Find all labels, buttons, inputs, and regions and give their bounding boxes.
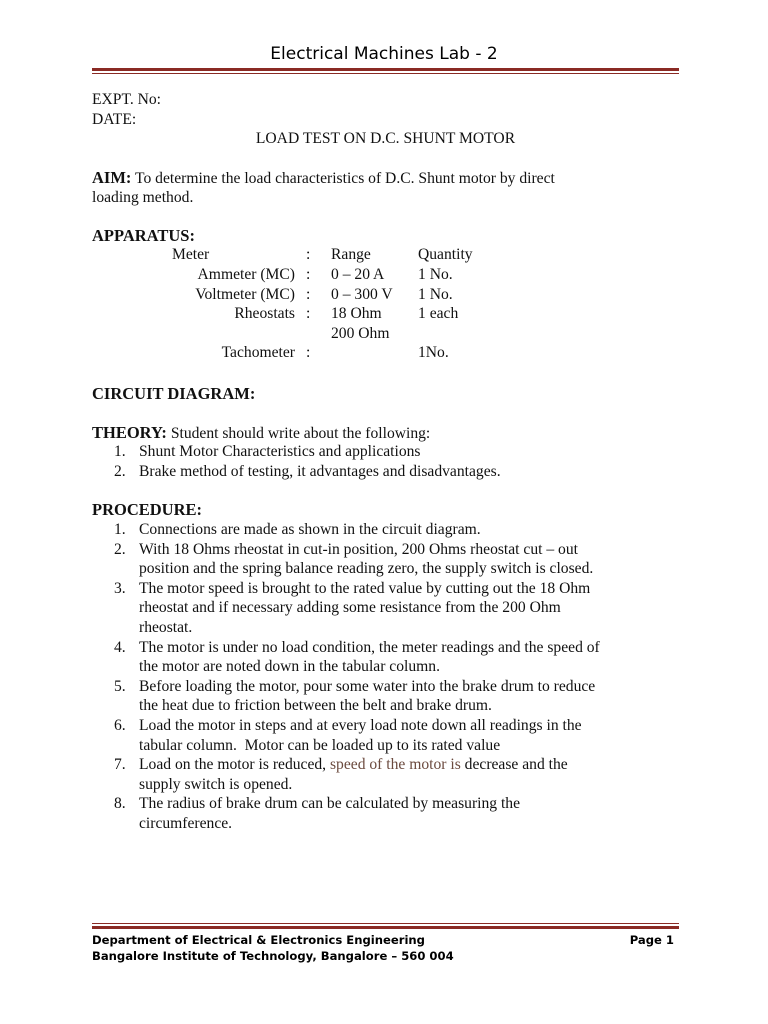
apparatus-col-quantity: Quantity (418, 246, 473, 263)
list-item-number: 7. (114, 756, 126, 774)
list-item-line: Load the motor in steps and at every load note down all readings in the (139, 716, 582, 734)
aim-heading: AIM: (92, 168, 132, 187)
list-item-number: 8. (114, 795, 126, 813)
list-item-line: supply switch is opened. (139, 775, 293, 793)
aim-text-line2: loading method. (92, 189, 194, 206)
list-item-line: rheostat and if necessary adding some resistance from the 200 Ohm (139, 599, 561, 617)
apparatus-row (0, 305, 768, 325)
list-item-number: 3. (114, 579, 126, 597)
apparatus-quantity: 1 each (418, 305, 459, 322)
list-item-number: 2. (114, 540, 126, 558)
list-item-line: position and the spring balance reading zero, the supply switch is closed. (139, 560, 594, 578)
list-item-line: tabular column. Motor can be loaded up to its rated value (139, 736, 501, 754)
apparatus-meter: Voltmeter (MC) (195, 286, 295, 303)
list-item-line: The motor speed is brought to the rated value by cutting out the 18 Ohm (139, 579, 591, 597)
list-item (114, 794, 694, 833)
circuit-diagram-heading: CIRCUIT DIAGRAM: (92, 384, 256, 403)
expt-no-label: EXPT. No: (92, 91, 162, 108)
footer-page-number: Page 1 (629, 933, 674, 947)
list-item: 1. Shunt Motor Characteristics and applications (114, 443, 421, 460)
theory-paragraph (92, 423, 430, 444)
apparatus-meter: Ammeter (MC) (197, 266, 295, 283)
apparatus-range: 0 – 300 V (331, 286, 393, 303)
footer-department: Department of Electrical & Electronics Engineering (92, 933, 425, 947)
list-item (114, 716, 694, 755)
apparatus-range: 0 – 20 A (331, 266, 385, 283)
apparatus-table (0, 246, 768, 366)
aim-paragraph (92, 168, 555, 189)
list-item-line: The radius of brake drum can be calculated by measuring the (139, 795, 521, 813)
list-item-text: decrease and the (460, 756, 568, 774)
apparatus-range: 200 Ohm (331, 325, 390, 342)
list-item-text: Load on the motor is reduced, (139, 756, 330, 774)
list-item-line: the heat due to friction between the belt and brake drum. (139, 697, 492, 715)
procedure-list (114, 520, 694, 834)
list-item-line: circumference. (139, 814, 233, 832)
apparatus-sep: : (306, 344, 311, 361)
theory-heading: THEORY: (92, 423, 167, 442)
apparatus-header-row (0, 246, 768, 266)
apparatus-sep: : (306, 286, 311, 303)
apparatus-row (0, 325, 768, 345)
list-item (114, 540, 694, 579)
list-item-line: the motor are noted down in the tabular column. (139, 658, 440, 676)
list-item-line: Before loading the motor, pour some water into the brake drum to reduce (139, 677, 596, 695)
apparatus-sep: : (306, 305, 311, 322)
header-title: Electrical Machines Lab - 2 (270, 44, 498, 64)
footer-institute: Bangalore Institute of Technology, Bangalore – 560 004 (92, 949, 454, 963)
date-label: DATE: (92, 111, 137, 128)
apparatus-meter: Tachometer (221, 344, 295, 361)
theory-intro: Student should write about the following: (166, 425, 431, 442)
apparatus-range: 18 Ohm (331, 305, 382, 322)
apparatus-sep: : (306, 266, 311, 283)
apparatus-col-sep: : (306, 246, 311, 263)
theory-list (114, 442, 694, 481)
list-item-line: With 18 Ohms rheostat in cut-in position, 200 Ohms rheostat cut – out (139, 540, 578, 558)
apparatus-quantity: 1No. (418, 344, 449, 361)
list-item-line: Connections are made as shown in the circuit diagram. (139, 521, 481, 538)
procedure-heading: PROCEDURE: (92, 500, 202, 519)
list-item-line (139, 755, 694, 775)
list-item-number: 5. (114, 677, 126, 695)
apparatus-meter: Rheostats (234, 305, 295, 322)
list-item-text: Shunt Motor Characteristics and applications (139, 443, 421, 460)
apparatus-col-meter: Meter (172, 246, 210, 263)
experiment-title: LOAD TEST ON D.C. SHUNT MOTOR (255, 130, 516, 147)
apparatus-quantity: 1 No. (418, 286, 453, 303)
apparatus-row (0, 266, 768, 286)
header-rule-thin (92, 73, 679, 74)
apparatus-quantity: 1 No. (418, 266, 453, 283)
list-item (114, 755, 694, 794)
list-item (114, 638, 694, 677)
list-item: 2. Brake method of testing, it advantages and disadvantages. (114, 462, 501, 480)
list-item (114, 677, 694, 716)
list-item (114, 579, 694, 638)
footer-rule-thick (92, 926, 679, 929)
aim-text-line1: To determine the load characteristics of D.C. Shunt motor by direct (131, 170, 555, 187)
footer-rule-thin (92, 923, 679, 924)
header-rule-thick (92, 68, 679, 71)
list-item-number: 6. (114, 716, 126, 734)
apparatus-row (0, 344, 768, 364)
list-item (114, 520, 694, 540)
list-item-line: rheostat. (139, 618, 193, 636)
highlighted-text: speed of the motor is (329, 756, 461, 774)
list-item-number: 4. (114, 638, 126, 656)
apparatus-heading: APPARATUS: (92, 226, 195, 245)
apparatus-col-range: Range (331, 246, 371, 263)
apparatus-row (0, 286, 768, 306)
list-item-line: The motor is under no load condition, the meter readings and the speed of (139, 638, 600, 656)
list-item-text: Brake method of testing, it advantages and disadvantages. (139, 462, 501, 480)
list-item-number: 1. (114, 521, 126, 538)
